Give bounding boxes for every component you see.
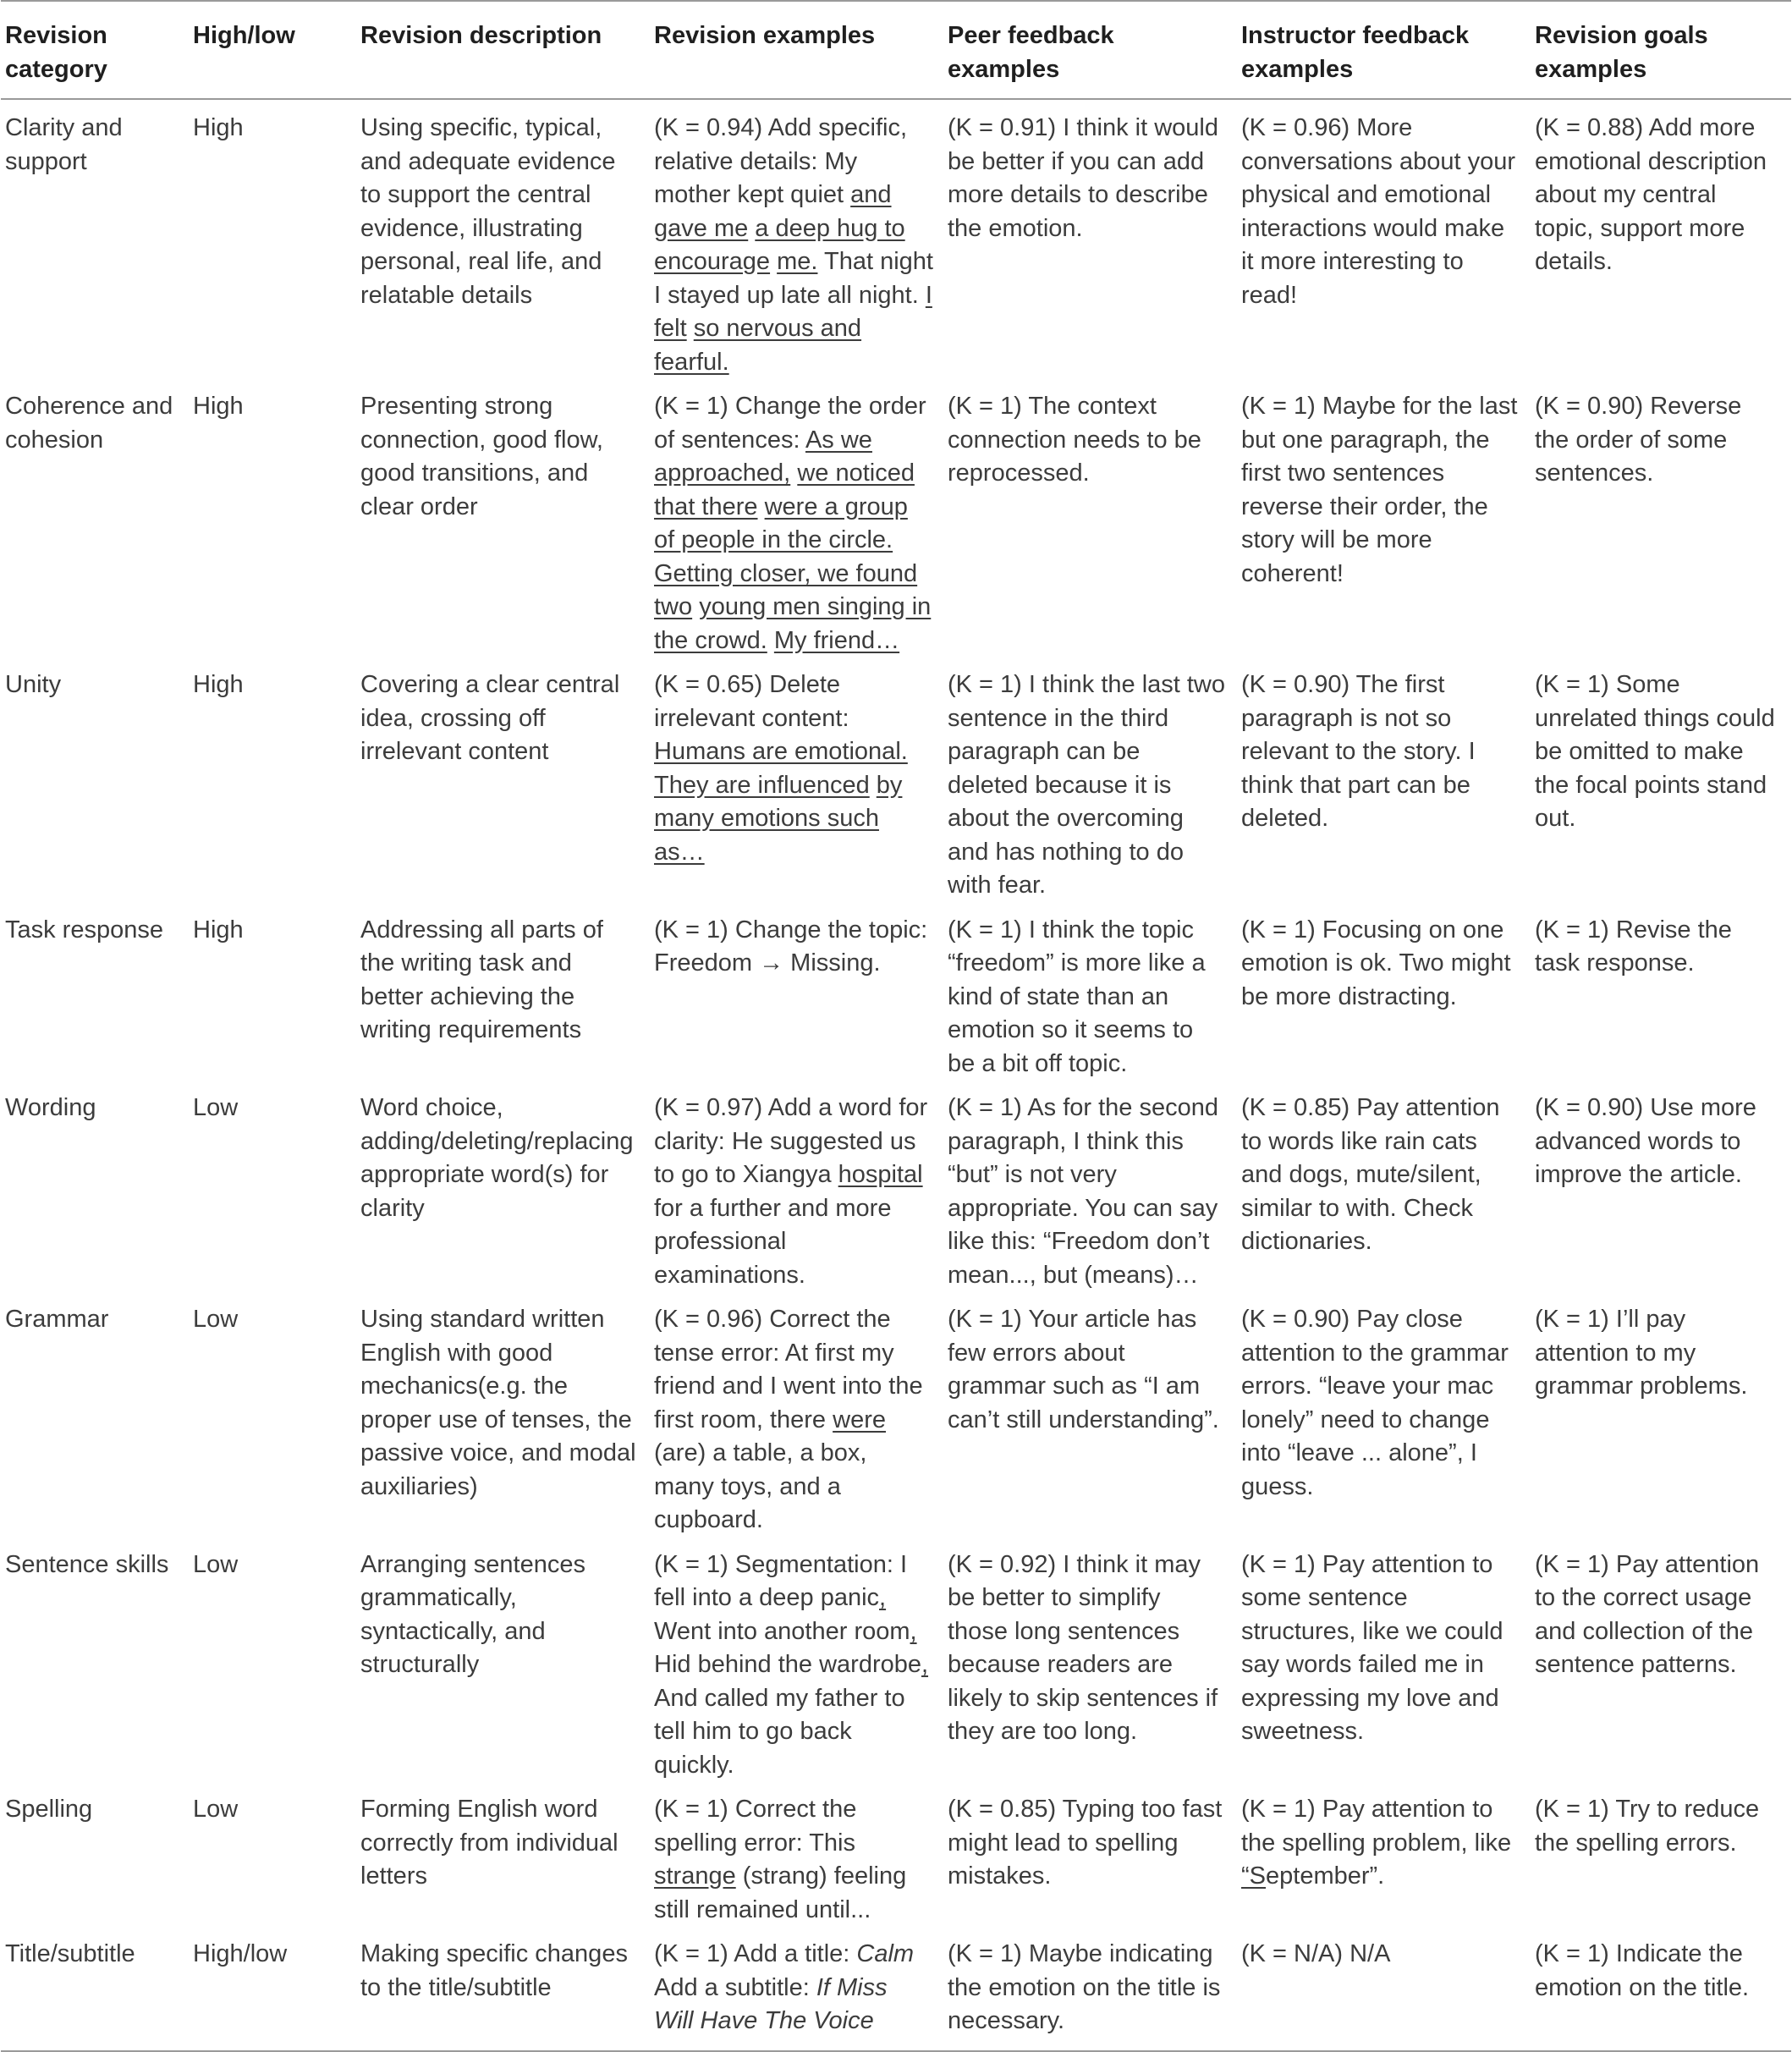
revision-goals-cell: (K = 0.90) Use more advanced words to improve the article. <box>1535 1094 1756 1188</box>
level-cell: Low <box>193 1796 239 1823</box>
header-high-low: High/low <box>189 1 356 99</box>
revision-goals-cell: (K = 1) Try to reduce the spelling errors. <box>1535 1796 1760 1857</box>
revision-goals-cell: (K = 1) Revise the task response. <box>1535 916 1732 976</box>
table-header <box>1 1 1791 99</box>
table-row <box>1 907 1791 1086</box>
text-run: (K = 0.65) Delete irrelevant content: <box>654 671 849 732</box>
underlined-text: the crowd. <box>654 626 767 654</box>
revision-example-cell <box>650 1786 943 1931</box>
underlined-text: by many emotions such <box>654 771 903 832</box>
underlined-text: we noticed that there <box>654 459 915 520</box>
text-run: (strang) feeling still remained until... <box>654 1862 907 1923</box>
underlined-text: strange <box>654 1862 736 1890</box>
underlined-text: young men singing in <box>699 593 932 620</box>
category-cell: Spelling <box>5 1796 93 1823</box>
category-cell: Clarity and support <box>5 114 123 175</box>
description-cell: Word choice, adding/deleting/replacing appropriate word(s) for clarity <box>360 1094 634 1222</box>
peer-feedback-cell: (K = 0.85) Typing too fast might lead to spelling mistakes. <box>948 1796 1223 1890</box>
text-run: (are) a table, a box, many toys, and a cupboard. <box>654 1439 867 1533</box>
underlined-text: As we approached, <box>654 426 872 487</box>
table-row <box>1 1296 1791 1542</box>
underlined-text: I felt <box>654 281 932 342</box>
revision-goals-cell: (K = 1) Indicate the emotion on the title. <box>1531 1931 1791 2051</box>
revision-example-cell <box>650 907 943 1086</box>
revision-example-cell <box>650 1085 943 1296</box>
category-cell: Unity <box>5 671 62 698</box>
instructor-feedback-cell: (K = 0.85) Pay attention to words like rain cats and dogs, mute/silent, similar to with. Check dictionaries. <box>1241 1094 1500 1255</box>
underlined-text: so nervous and fearful. <box>654 315 862 376</box>
text-run <box>758 493 765 520</box>
text-run: Went into another room <box>654 1617 910 1645</box>
underlined-text: and gave me <box>654 181 892 242</box>
table-row <box>1 1786 1791 1931</box>
text-run <box>692 593 699 620</box>
level-cell: Low <box>193 1094 239 1121</box>
revision-example-cell <box>650 662 943 907</box>
peer-feedback-cell: (K = 1) As for the second paragraph, I think this “but” is not very appropriate. You can say like this: “Freedom don’t mean..., but (means)… <box>948 1094 1218 1289</box>
category-cell: Task response <box>5 916 163 943</box>
underlined-text: hospital <box>838 1161 923 1188</box>
underlined-text: were <box>833 1406 886 1433</box>
text-run: (K = 1) Correct the spelling error: This <box>654 1796 857 1857</box>
instructor-feedback-cell <box>1237 1786 1531 1931</box>
text-run: (K = 0.97) Add a word for clarity: He suggested us to go to Xiangya <box>654 1094 928 1188</box>
table-body <box>1 99 1791 2051</box>
revision-categories-table <box>1 0 1791 2052</box>
table-row <box>1 383 1791 662</box>
category-cell: Coherence and cohesion <box>5 393 173 454</box>
text-run: (K = 0.96) Correct the tense error: At first my friend and I went into the first room, there <box>654 1306 923 1433</box>
revision-example-cell <box>650 99 943 383</box>
text-run: (K = 1) Change the order of sentences: <box>654 393 926 454</box>
text-run: Add a subtitle: <box>654 1973 816 2001</box>
text-run: (K = 1) Segmentation: I fell into a deep panic <box>654 1550 908 1611</box>
text-run: Hid behind the wardrobe <box>654 1651 921 1678</box>
underlined-text: as… <box>654 838 705 866</box>
instructor-feedback-cell: (K = 0.90) The first paragraph is not so relevant to the story. I think that part can be deleted. <box>1241 671 1476 832</box>
peer-feedback-cell: (K = 0.91) I think it would be better if you can add more details to describe the emotion. <box>948 114 1218 242</box>
underlined-text: “S <box>1241 1862 1266 1890</box>
description-cell: Presenting strong connection, good flow, good transitions, and clear order <box>360 393 603 520</box>
text-run: for a further and more professional examinations. <box>654 1194 892 1289</box>
text-run: (K = 1) Pay attention to the spelling problem, like <box>1241 1796 1512 1857</box>
peer-feedback-cell: (K = 1) I think the topic “freedom” is more like a kind of state than an emotion so it seems to be a bit off topic. <box>948 916 1206 1077</box>
header-instructor-feedback: Instructor feedback examples <box>1237 1 1531 99</box>
peer-feedback-cell: (K = 0.92) I think it may be better to simplify those long sentences because readers are likely to skip sentences if they are too long. <box>948 1550 1218 1745</box>
peer-feedback-cell: (K = 1) Maybe indicating the emotion on the title is necessary. <box>943 1931 1237 2051</box>
header-revision-examples: Revision examples <box>650 1 943 99</box>
level-cell: High <box>193 916 244 943</box>
underlined-text: They are influenced <box>654 771 870 799</box>
category-cell: Title/subtitle <box>1 1931 189 2051</box>
revision-goals-cell: (K = 0.88) Add more emotional description about my central topic, support more details. <box>1535 114 1767 275</box>
text-run <box>770 248 777 275</box>
level-cell: High <box>193 114 244 141</box>
table-row <box>1 1542 1791 1787</box>
revision-example-cell <box>650 383 943 662</box>
description-cell: Making specific changes to the title/subtitle <box>356 1931 650 2051</box>
category-cell: Sentence skills <box>5 1550 169 1578</box>
underlined-text: were a group of people in the circle. <box>654 492 908 553</box>
instructor-feedback-cell: (K = 0.90) Pay close attention to the grammar errors. “leave your mac lonely” need to change into “leave ... alone”, I guess. <box>1241 1306 1509 1500</box>
table-row <box>1 662 1791 907</box>
instructor-feedback-cell: (K = 0.96) More conversations about your physical and emotional interactions would make it more interesting to read! <box>1241 114 1516 309</box>
header-revision-goals: Revision goals examples <box>1531 1 1791 99</box>
level-cell: High <box>193 671 244 698</box>
underlined-text: a deep hug to encourage <box>654 214 905 275</box>
level-cell: High/low <box>189 1931 356 2051</box>
italic-text: Calm <box>856 1940 915 1967</box>
header-peer-feedback: Peer feedback examples <box>943 1 1237 99</box>
table-row <box>1 1085 1791 1296</box>
underlined-text: , <box>910 1617 917 1645</box>
underlined-text: , <box>879 1584 887 1611</box>
underlined-text: me. <box>777 248 818 275</box>
level-cell: Low <box>193 1306 239 1333</box>
text-run: (K = 0.94) Add specific, relative details: My mother kept quiet <box>654 114 908 208</box>
instructor-feedback-cell: (K = 1) Maybe for the last but one paragraph, the first two sentences reverse their order, the story will be more coherent! <box>1241 393 1518 587</box>
text-run <box>767 627 774 654</box>
underlined-text: , <box>921 1651 929 1678</box>
description-cell: Using specific, typical, and adequate evidence to support the central evidence, illustrating personal, real life, and relatable details <box>360 114 616 309</box>
revision-goals-cell: (K = 1) Some unrelated things could be omitted to make the focal points stand out. <box>1535 671 1775 832</box>
instructor-feedback-cell: (K = N/A) N/A <box>1237 1931 1531 2051</box>
category-cell: Wording <box>5 1094 96 1121</box>
revision-goals-cell: (K = 1) I’ll pay attention to my grammar problems. <box>1535 1306 1748 1400</box>
peer-feedback-cell: (K = 1) I think the last two sentence in the third paragraph can be deleted because it is about the overcoming and has nothing to do with fear. <box>948 671 1226 899</box>
peer-feedback-cell: (K = 1) The context connection needs to be reprocessed. <box>948 393 1201 487</box>
text-run: (K = 1) Add a title: <box>654 1940 857 1967</box>
level-cell: Low <box>193 1550 239 1578</box>
header-row <box>1 1 1791 99</box>
text-run: And called my father to tell him to go back quickly. <box>654 1684 905 1779</box>
description-cell: Using standard written English with good mechanics(e.g. the proper use of tenses, the passive voice, and modal auxiliaries) <box>360 1306 636 1500</box>
instructor-feedback-cell: (K = 1) Pay attention to some sentence structures, like we could say words failed me in expressing my love and sweetness. <box>1241 1550 1503 1745</box>
table-row <box>1 99 1791 383</box>
header-category: Revision category <box>1 1 189 99</box>
header-description: Revision description <box>356 1 650 99</box>
text-run: That night I stayed up late all night. <box>654 248 933 309</box>
description-cell: Covering a clear central idea, crossing off irrelevant content <box>360 671 620 765</box>
revision-example-cell <box>650 1931 943 2051</box>
italic-text: If Miss Will Have The Voice <box>654 1973 888 2034</box>
text-run <box>870 772 877 799</box>
level-cell: High <box>193 393 244 420</box>
revision-example-cell <box>650 1296 943 1542</box>
table-row <box>1 1931 1791 2051</box>
description-cell: Addressing all parts of the writing task and better achieving the writing requirements <box>360 916 603 1043</box>
text-run: eptember”. <box>1266 1862 1385 1890</box>
description-cell: Arranging sentences grammatically, syntactically, and structurally <box>360 1550 585 1678</box>
description-cell: Forming English word correctly from individual letters <box>360 1796 618 1890</box>
revision-goals-cell: (K = 0.90) Reverse the order of some sentences. <box>1535 393 1742 487</box>
text-run: (K = 1) Change the topic: Freedom → Missing. <box>654 916 928 976</box>
underlined-text: My friend… <box>773 626 900 654</box>
underlined-text: Humans are emotional. <box>654 738 908 765</box>
revision-example-cell <box>650 1542 943 1787</box>
text-run <box>687 315 694 342</box>
revision-goals-cell: (K = 1) Pay attention to the correct usage and collection of the sentence patterns. <box>1535 1550 1760 1678</box>
instructor-feedback-cell: (K = 1) Focusing on one emotion is ok. Two might be more distracting. <box>1241 916 1511 1010</box>
underlined-text: Getting closer, we found two <box>654 559 918 620</box>
peer-feedback-cell: (K = 1) Your article has few errors about grammar such as “I am can’t still understanding”. <box>948 1306 1219 1433</box>
category-cell: Grammar <box>5 1306 109 1333</box>
